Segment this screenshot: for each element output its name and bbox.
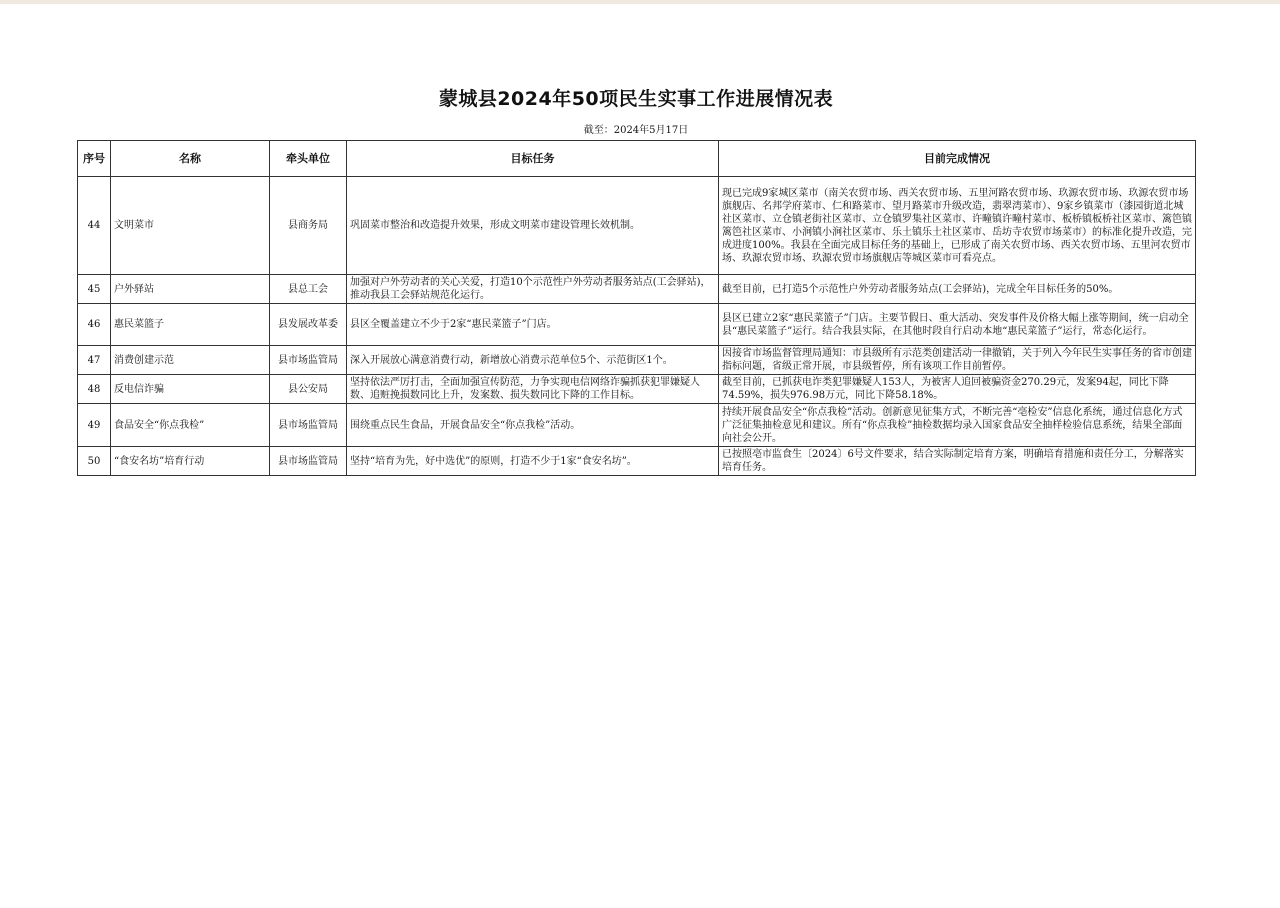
row-target-task: 坚持依法严厉打击，全面加强宣传防范，力争实现电信网络诈骗抓获犯罪嫌疑人数、追赃挽损数同比上升，发案数、损失数同比下降的工作目标。 <box>347 375 719 404</box>
page-top-edge <box>0 0 1280 4</box>
table-row <box>78 346 1196 375</box>
row-lead-unit: 县发展改革委 <box>270 304 347 346</box>
row-completion-status: 持续开展食品安全“你点我检”活动。创新意见征集方式，不断完善“亳检安”信息化系统，通过信息化方式广泛征集抽检意见和建议。所有“你点我检”抽检数据均录入国家食品安全抽样检验信息系统，结果全部面向社会公开。 <box>719 404 1196 447</box>
row-target-task: 坚持“培育为先，好中选优”的原则，打造不少于1家“食安名坊”。 <box>347 447 719 476</box>
header-target-task: 目标任务 <box>347 141 719 177</box>
row-lead-unit: 县总工会 <box>270 275 347 304</box>
row-target-task: 围绕重点民生食品，开展食品安全“你点我检”活动。 <box>347 404 719 447</box>
row-target-task: 巩固菜市整治和改造提升效果，形成文明菜市建设管理长效机制。 <box>347 177 719 275</box>
row-target-task: 县区全覆盖建立不少于2家“惠民菜篮子”门店。 <box>347 304 719 346</box>
row-seq: 45 <box>78 275 111 304</box>
table-row <box>78 177 1196 275</box>
table-row <box>78 304 1196 346</box>
row-name: 食品安全“你点我检” <box>111 404 270 447</box>
page-title: 蒙城县2024年50项民生实事工作进展情况表 <box>438 88 834 110</box>
table-row <box>78 447 1196 476</box>
row-target-task: 深入开展放心满意消费行动，新增放心消费示范单位5个、示范街区1个。 <box>347 346 719 375</box>
row-completion-status: 截至目前，已打造5个示范性户外劳动者服务站点(工会驿站)，完成全年目标任务的50%。 <box>719 275 1196 304</box>
row-lead-unit: 县市场监管局 <box>270 447 347 476</box>
row-completion-status: 县区已建立2家“惠民菜篮子”门店。主要节假日、重大活动、突发事件及价格大幅上涨等期间，统一启动全县“惠民菜篮子”运行。结合我县实际，在其他时段自行启动本地“惠民菜篮子”运行，常态化运行。 <box>719 304 1196 346</box>
row-name: 文明菜市 <box>111 177 270 275</box>
row-completion-status: 已按照亳市监食生〔2024〕6号文件要求，结合实际制定培育方案，明确培育措施和责任分工，分解落实培育任务。 <box>719 447 1196 476</box>
table-row <box>78 275 1196 304</box>
row-seq: 50 <box>78 447 111 476</box>
header-seq: 序号 <box>78 141 111 177</box>
row-seq: 46 <box>78 304 111 346</box>
row-seq: 48 <box>78 375 111 404</box>
row-name: 惠民菜篮子 <box>111 304 270 346</box>
row-lead-unit: 县商务局 <box>270 177 347 275</box>
row-name: 户外驿站 <box>111 275 270 304</box>
as-of-date: 截至：2024年5月17日 <box>583 125 689 136</box>
row-lead-unit: 县公安局 <box>270 375 347 404</box>
header-name: 名称 <box>111 141 270 177</box>
row-seq: 44 <box>78 177 111 275</box>
row-lead-unit: 县市场监管局 <box>270 404 347 447</box>
row-name: 消费创建示范 <box>111 346 270 375</box>
row-seq: 47 <box>78 346 111 375</box>
row-seq: 49 <box>78 404 111 447</box>
progress-table <box>77 140 1196 476</box>
header-lead-unit: 牵头单位 <box>270 141 347 177</box>
row-lead-unit: 县市场监管局 <box>270 346 347 375</box>
table-row <box>78 375 1196 404</box>
row-name: 反电信诈骗 <box>111 375 270 404</box>
table-header-row <box>78 141 1196 177</box>
row-name: “食安名坊”培育行动 <box>111 447 270 476</box>
row-completion-status: 截至目前，已抓获电诈类犯罪嫌疑人153人，为被害人追回被骗资金270.29元，发案94起，同比下降74.59%，损失976.98万元，同比下降58.18%。 <box>719 375 1196 404</box>
row-completion-status: 因接省市场监督管理局通知：市县级所有示范类创建活动一律撤销，关于列入今年民生实事任务的省市创建指标问题，省级正常开展，市县级暂停，所有该项工作目前暂停。 <box>719 346 1196 375</box>
row-completion-status: 现已完成9家城区菜市（南关农贸市场、西关农贸市场、五里河路农贸市场、玖源农贸市场、玖源农贸市场旗舰店、名邦学府菜市、仁和路菜市、望月路菜市升级改造，翡翠湾菜市）、9家乡镇菜市（漆园街道北城社区菜市、立仓镇老街社区菜市、立仓镇罗集社区菜市、许疃镇许疃村菜市、板桥镇板桥社区菜市、篱笆镇篱笆社区菜市、小涧镇小涧社区菜市、乐土镇乐土社区菜市、岳坊寺农贸市场菜市）的标准化提升改造，完成进度100%。我县在全面完成目标任务的基础上，已形成了南关农贸市场、西关农贸市场、五里河农贸市场、玖源农贸市场、玖源农贸市场旗舰店等城区菜市可看亮点。 <box>719 177 1196 275</box>
row-target-task: 加强对户外劳动者的关心关爱，打造10个示范性户外劳动者服务站点(工会驿站)，推动我县工会驿站规范化运行。 <box>347 275 719 304</box>
header-completion-status: 目前完成情况 <box>719 141 1196 177</box>
table-row <box>78 404 1196 447</box>
